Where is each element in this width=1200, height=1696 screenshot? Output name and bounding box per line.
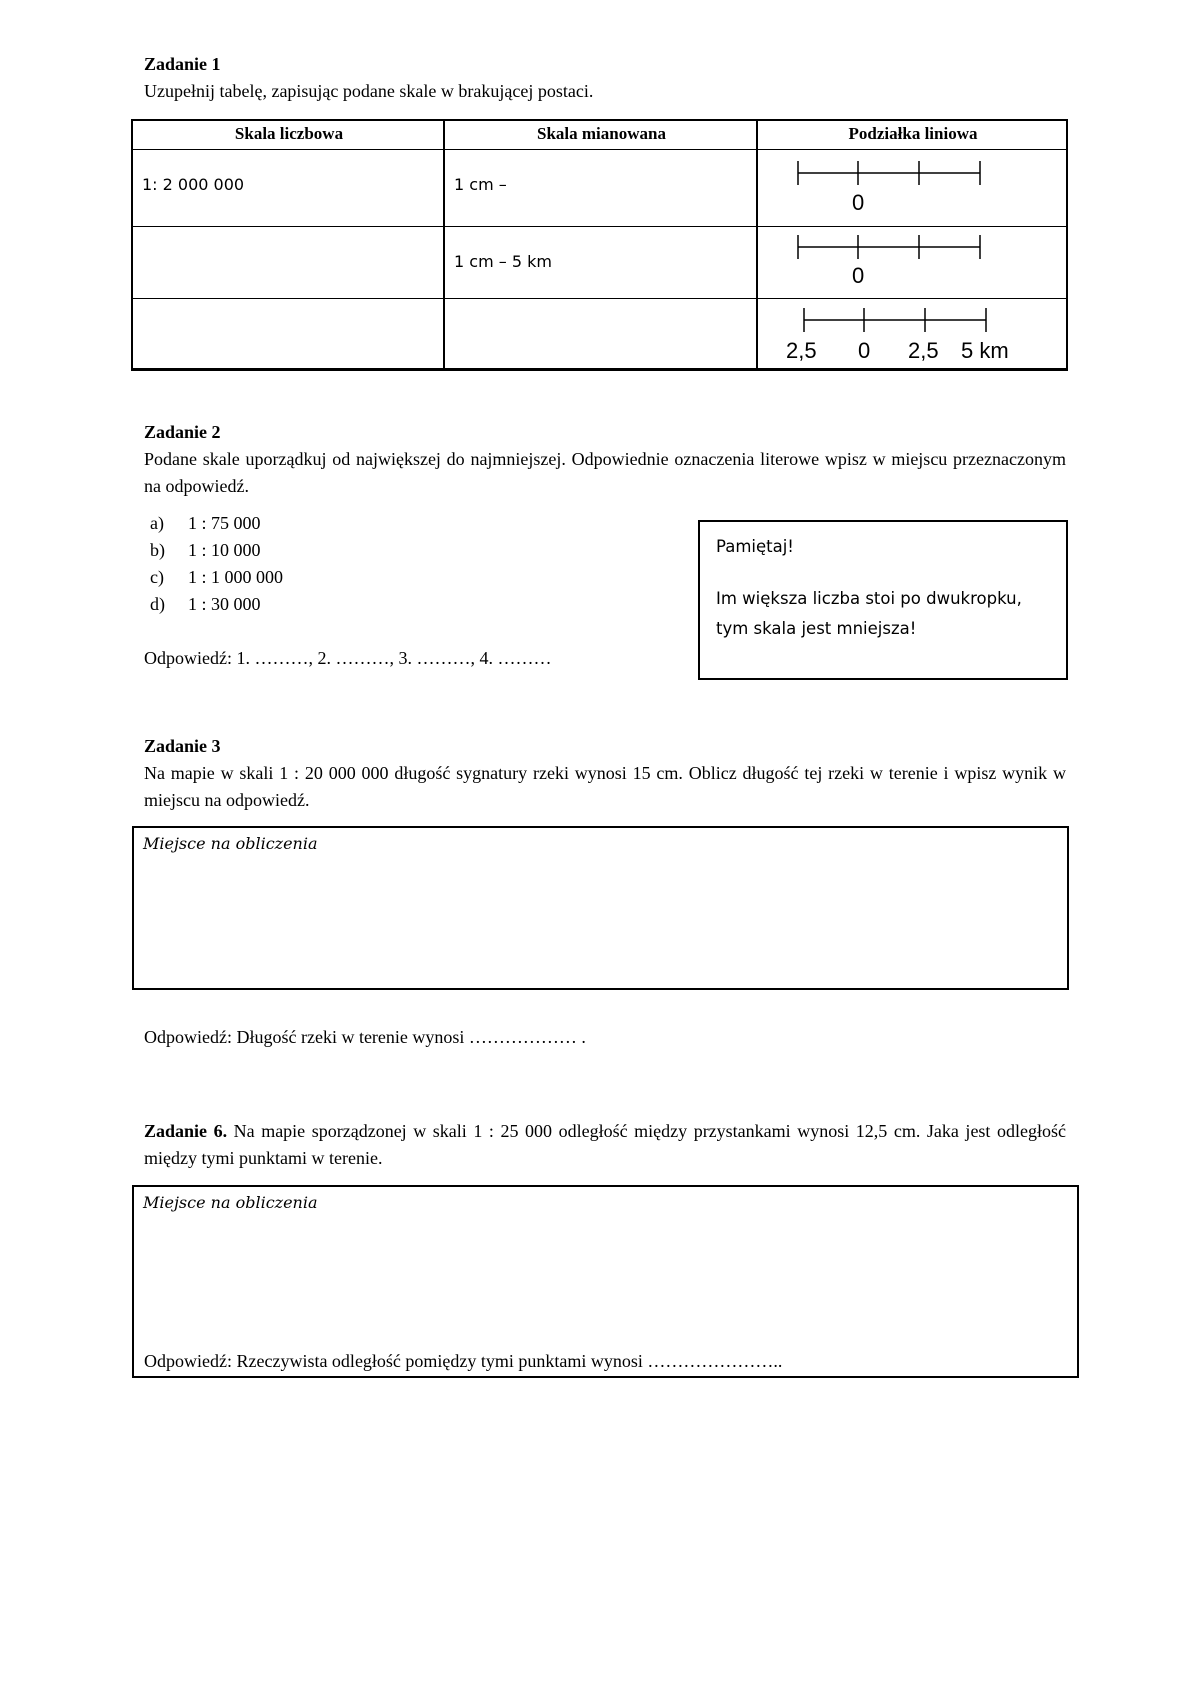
- scale-tick-label: 2,5: [908, 338, 939, 363]
- scale-table: [131, 119, 1068, 371]
- header-numeric-scale: Skala liczbowa: [234, 124, 344, 143]
- calculation-area[interactable]: [132, 1185, 1079, 1378]
- remember-title: Pamiętaj!: [716, 537, 794, 556]
- task3-instruction: Na mapie w skali 1 : 20 000 000 długość sygnatury rzeki wynosi 15 cm. Oblicz długość tej rzeki w terenie i wpisz wynik w miejscu na odpowiedź.: [144, 763, 1066, 810]
- scale-tick-label: 0: [858, 338, 871, 363]
- task2-title: Zadanie 2: [144, 422, 221, 442]
- named-scale-cell[interactable]: 1 cm –: [454, 175, 507, 194]
- named-scale-cell[interactable]: [445, 299, 758, 368]
- table-row: [133, 227, 1066, 299]
- calculation-area[interactable]: [132, 826, 1069, 990]
- table-row: [133, 299, 1066, 369]
- scale-zero-label: 0: [852, 263, 865, 288]
- calculation-area-label: Miejsce na obliczenia: [143, 1193, 318, 1212]
- named-scale-cell[interactable]: 1 cm – 5 km: [454, 252, 552, 271]
- scale-tick-label: 2,5: [786, 338, 817, 363]
- remember-text: Im większa liczba stoi po dwukropku, tym skala jest mniejsza!: [716, 589, 1022, 638]
- linear-scale-bar: [758, 299, 1068, 369]
- task6-title: Zadanie 6.: [144, 1121, 228, 1141]
- numeric-scale-cell[interactable]: 1: 2 000 000: [142, 175, 245, 194]
- header-linear-scale: Podziałka liniowa: [848, 124, 978, 143]
- table-row: [133, 150, 1066, 227]
- task6-text: [144, 1118, 1066, 1172]
- task1-title: Zadanie 1: [144, 54, 221, 74]
- task2-instruction: Podane skale uporządkuj od największej do najmniejszej. Odpowiednie oznaczenia literowe wpisz w miejscu przeznaczonym na odpowiedź.: [144, 449, 1066, 496]
- list-item: d) 1 : 30 000: [150, 594, 261, 614]
- task6-answer-line[interactable]: Odpowiedź: Rzeczywista odległość pomiędzy tymi punktami wynosi …………………..: [144, 1351, 783, 1371]
- list-item: c) 1 : 1 000 000: [150, 567, 284, 587]
- list-item: a) 1 : 75 000: [150, 513, 261, 533]
- remember-note: [698, 520, 1068, 680]
- numeric-scale-cell[interactable]: [133, 299, 445, 368]
- list-item: b) 1 : 10 000: [150, 540, 261, 560]
- header-named-scale: Skala mianowana: [537, 124, 666, 143]
- scale-list: [150, 510, 283, 618]
- numeric-scale-cell[interactable]: [133, 227, 445, 298]
- calculation-area-label: Miejsce na obliczenia: [143, 834, 318, 853]
- column-divider: [443, 121, 445, 369]
- linear-scale-cell: [758, 150, 1068, 226]
- task2-answer-line[interactable]: Odpowiedź: 1. ………, 2. ………, 3. ………, 4. ………: [144, 648, 552, 668]
- task6-instruction: Na mapie sporządzonej w skali 1 : 25 000 odległość między przystankami wynosi 12,5 cm. Jaka jest odległość między tymi punktami w terenie.: [144, 1121, 1066, 1168]
- task3-answer-line[interactable]: Odpowiedź: Długość rzeki w terenie wynosi ……………… .: [144, 1027, 586, 1047]
- task3-title: Zadanie 3: [144, 736, 221, 756]
- scale-zero-label: 0: [852, 190, 865, 215]
- linear-scale-bar: [758, 150, 1068, 227]
- scale-tick-label: 5 km: [961, 338, 1009, 363]
- task1-instruction: Uzupełnij tabelę, zapisując podane skale w brakującej postaci.: [144, 81, 594, 101]
- linear-scale-bar: [758, 227, 1068, 299]
- linear-scale-cell: [758, 227, 1068, 298]
- column-divider: [756, 121, 758, 369]
- table-header-row: [133, 121, 1066, 150]
- linear-scale-cell: [758, 299, 1068, 368]
